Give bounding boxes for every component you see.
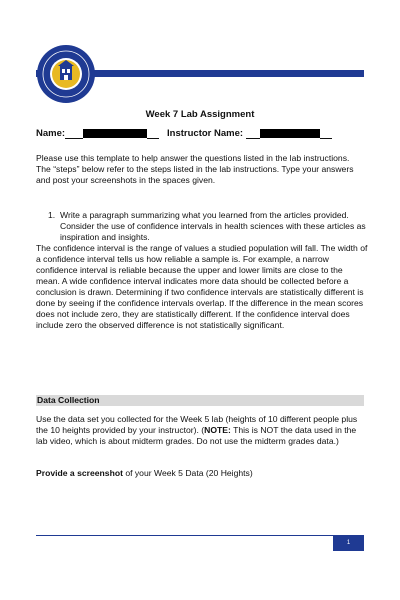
answer-paragraph: The confidence interval is the range of values a studied population will fall. The width of a confidence interval tells us how reliable a sample is. For example, a narrow confidence interval is reliable because the upper and lower limits are close to the mean. A wide confidence interval indicates more data should be collected before a conclusion is drawn. Determining if two confidence intervals are statistically different is done by seeing if the confidence intervals overlap. If the difference in the mean scores does not include zero, they are statistically different. If the confidence interval does include zero the observed difference is not statistically significant. [36, 243, 368, 331]
college-seal-icon [36, 44, 96, 104]
question-1 [48, 210, 366, 243]
name-underline [65, 129, 83, 139]
intro-paragraph: Please use this template to help answer the questions listed in the lab instructions. The “steps” below refer to the steps listed in the lab instructions. Type your answers and post your screenshots in the spaces given. [36, 153, 354, 185]
note-label: NOTE: [204, 425, 231, 435]
screenshot-instruction [36, 468, 366, 479]
name-label: Name: [36, 128, 66, 139]
name-underline-end [147, 129, 159, 139]
data-collection-paragraph [36, 414, 368, 447]
screenshot-rest: of your Week 5 Data (20 Heights) [122, 468, 253, 478]
screenshot-bold: Provide a screenshot [36, 468, 123, 478]
instructor-underline [246, 129, 260, 139]
instructor-redaction [260, 129, 320, 138]
name-redaction [83, 129, 147, 138]
question-1-number: 1. [48, 210, 56, 220]
question-1-text: Write a paragraph summarizing what you learned from the articles provided. Consider the use of confidence intervals in health sciences with these articles as inspiration and insights. [60, 210, 366, 242]
page-number: 1 [333, 535, 364, 551]
name-line [36, 128, 332, 139]
data-para-after: This is NOT the data used in the lab video, which is about midterm grades. Do not use the midterm grades data.) [36, 425, 357, 446]
instructor-label: Instructor Name: [167, 128, 244, 139]
page-title: Week 7 Lab Assignment [145, 109, 255, 120]
instructor-underline-end [320, 129, 332, 139]
footer-line [36, 535, 364, 536]
section-heading-data-collection: Data Collection [37, 395, 100, 405]
data-para-before: Use the data set you collected for the Week 5 lab (heights of 10 different people plus the 10 heights provided by your instructor). ( [36, 414, 358, 435]
